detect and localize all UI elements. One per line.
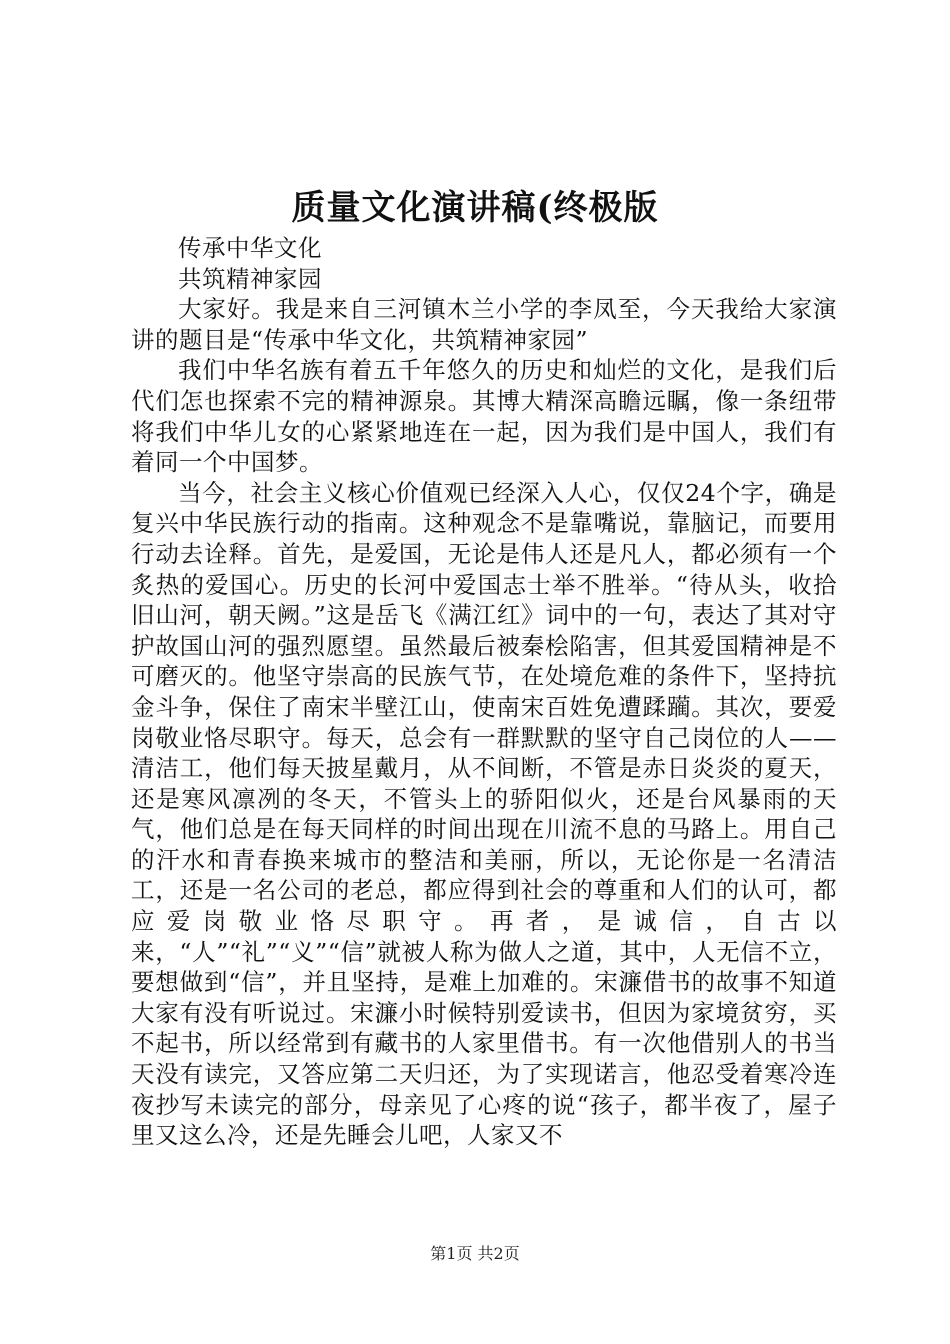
paragraph-subtitle-1: 传承中华文化 <box>178 234 322 262</box>
paragraph-subtitle-2: 共筑精神家园 <box>178 264 322 293</box>
paragraph-core-values: 当今，社会主义核心价值观已经深入人心，仅仅24个字，确是复兴中华民族行动的指南。这种观念不是靠嘴说，靠脑记，而要用行动去诠释。首先，是爱国，无论是伟人还是凡人，都必须有一个炙热的爱国心。历史的长河中爱国志士举不胜举。“待从头，收拾旧山河，朝天阙。”这是岳飞《满江红》词中的一句，表达了其对守护故国山河的强烈愿望。虽然最后被秦桧陷害，但其爱国精神是不可磨灭的。他坚守崇高的民族气节，在处境危难的条件下，坚持抗金斗争，保住了南宋半壁江山，使南宋百姓免遭蹂躏。其次，要爱岗敬业恪尽职守。每天，总会有一群默默的坚守自己岗位的人——清洁工，他们每天披星戴月，从不间断，不管是赤日炎炎的夏天，还是寒风凛冽的冬天，不管头上的骄阳似火，还是台风暴雨的天气，他们总是在每天同样的时间出现在川流不息的马路上。用自己的汗水和青春换来城市的整洁和美丽，所以，无论你是一名清洁工，还是一名公司的老总，都应得到社会的尊重和人们的认可，都应爱岗敬业恪尽职守。再者，是诚信，自古以来，“人”“礼”“义”“信”就被人称为做人之道，其中，人无信不立，要想做到“信”，并且坚持，是难上加难的。宋濂借书的故事不知道大家有没有听说过。宋濂小时候特别爱读书，但因为家境贫穷，买不起书，所以经常到有藏书的人家里借书。有一次他借别人的书当天没有读完，又答应第二天归还，为了实现诺言，他忍受着寒冷连夜抄写未读完的部分，母亲见了心疼的说“孩子，都半夜了，屋子里又这么冷，还是先睡会儿吧，人家又不 <box>131 478 837 1150</box>
paragraph-greeting: 大家好。我是来自三河镇木兰小学的李凤至，今天我给大家演讲的题目是“传承中华文化，共筑精神家园” <box>131 295 837 354</box>
page-number-footer: 第1页 共2页 <box>430 1244 520 1263</box>
paragraph-heritage: 我们中华名族有着五千年悠久的历史和灿烂的文化，是我们后代们怎也探索不完的精神源泉。其博大精深高瞻远瞩，像一条纽带将我们中华儿女的心紧紧地连在一起，因为我们是中国人，我们有着同一个中国梦。 <box>131 356 837 477</box>
document-title: 质量文化演讲稿(终极版 <box>291 188 659 228</box>
document-body <box>131 233 837 1151</box>
